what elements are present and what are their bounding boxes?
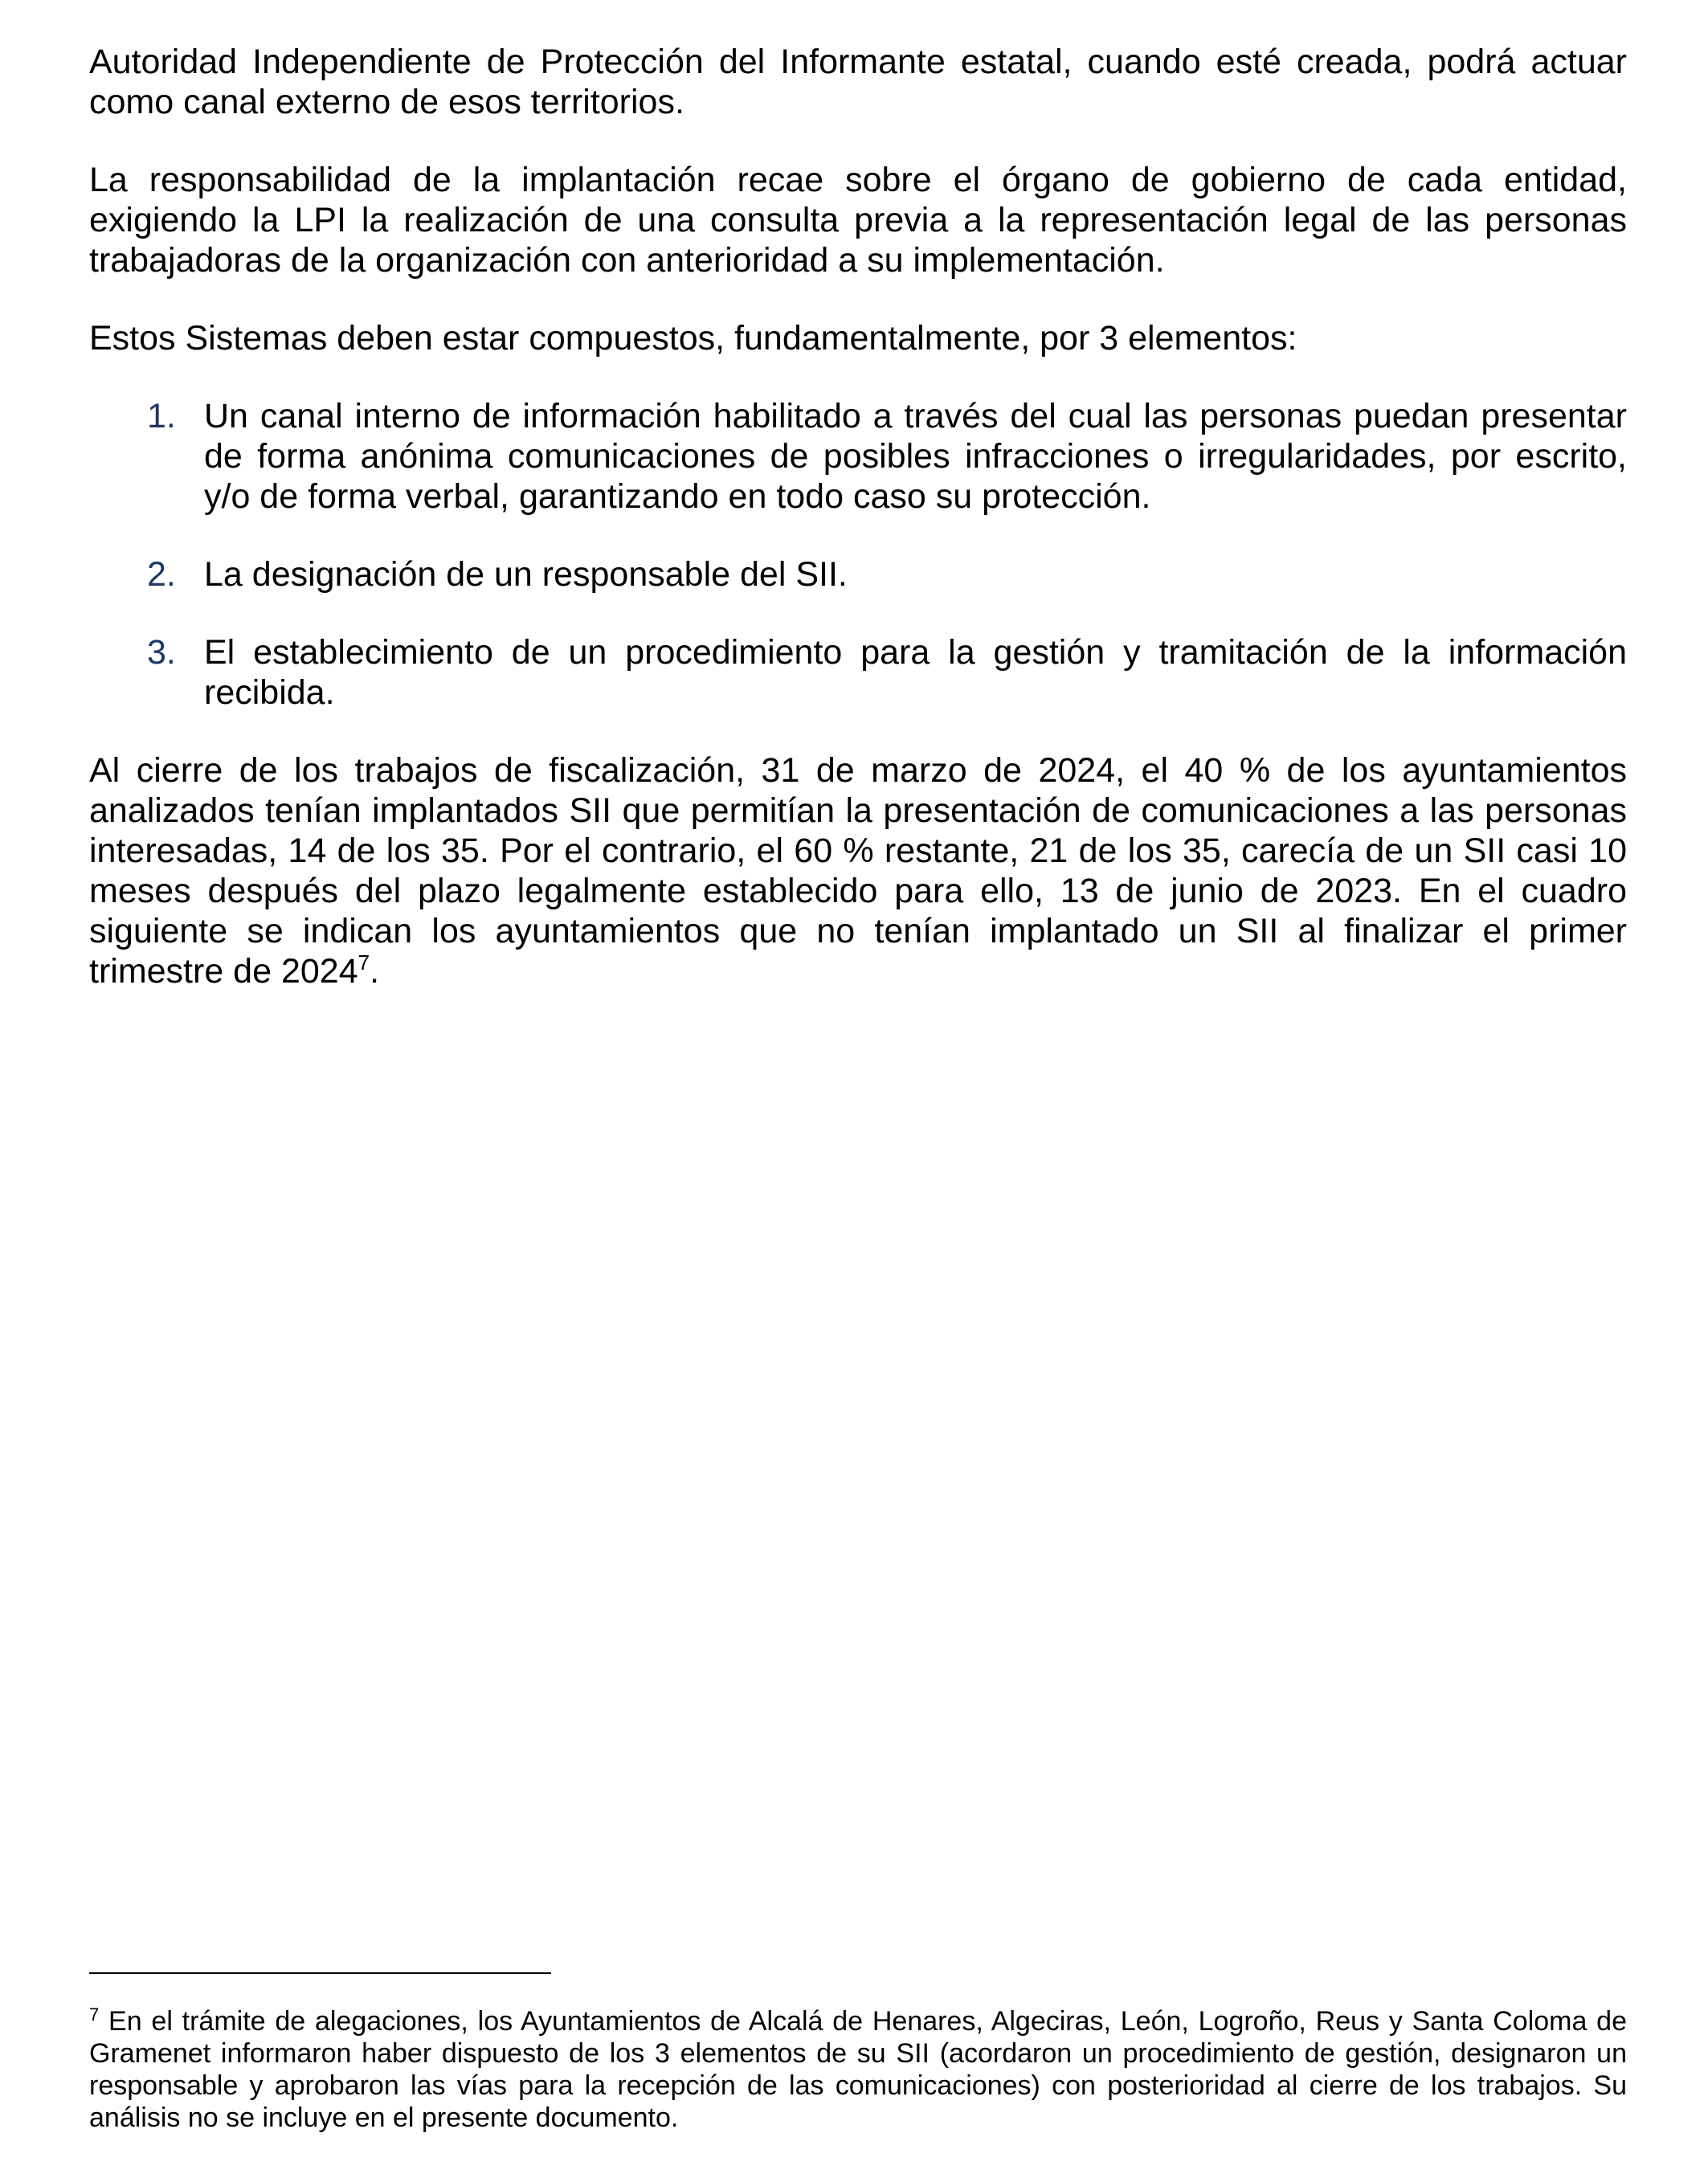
list-item-text: La designación de un responsable del SII. xyxy=(204,555,848,594)
list-item-text: Un canal interno de información habilitado a través del cual las personas puedan presentar de forma anónima comunicaciones de posibles infracciones o irregularidades, por escrito, y/o de forma verbal, garantizando en todo caso su protección. xyxy=(204,397,1627,516)
document-body xyxy=(89,42,1627,1029)
list-item-number: 1. xyxy=(147,397,176,435)
paragraph-responsabilidad: La responsabilidad de la implantación recae sobre el órgano de gobierno de cada entidad, exigiendo la LPI la realización de una consulta previa a la representación legal de las personas trabajadoras de la organización con anterioridad a su implementación. xyxy=(89,161,1627,280)
footnote-reference[interactable]: 7 xyxy=(358,950,370,975)
paragraph-cierre-text: Al cierre de los trabajos de fiscalización, 31 de marzo de 2024, el 40 % de los ayuntamientos analizados tenían implantados SII que permitían la presentación de comunicaciones a las personas interesadas, 14 de los 35. Por el contrario, el 60 % restante, 21 de los 35, carecía de un SII casi 10 meses después del plazo legalmente establecido para ello, 13 de junio de 2023. En el cuadro siguiente se indican los ayuntamientos que no tenían implantado un SII al finalizar el primer trimestre de 2024 xyxy=(89,751,1627,991)
paragraph-cierre xyxy=(89,750,1627,991)
list-item xyxy=(89,554,1627,595)
paragraph-autoridad: Autoridad Independiente de Protección del Informante estatal, cuando esté creada, podrá actuar como canal externo de esos territorios. xyxy=(89,43,1627,121)
paragraph-cierre-end: . xyxy=(370,952,380,991)
footnote-separator xyxy=(89,1972,551,1974)
list-item xyxy=(89,632,1627,713)
list-item-number: 2. xyxy=(147,555,176,594)
paragraph-sistemas-intro: Estos Sistemas deben estar compuestos, fundamentalmente, por 3 elementos: xyxy=(89,319,1297,358)
footnote-text: En el trámite de alegaciones, los Ayuntamientos de Alcalá de Henares, Algeciras, León, Logroño, Reus y Santa Coloma de Gramenet informaron haber dispuesto de los 3 elementos de su SII (acordaron un procedimiento de gestión, designaron un responsable y aprobaron las vías para la recepción de las comunicaciones) con posterioridad al cierre de los trabajos. Su análisis no se incluye en el presente documento. xyxy=(89,2006,1627,2133)
list-item-text: El establecimiento de un procedimiento para la gestión y tramitación de la información recibida. xyxy=(204,633,1627,712)
elements-list xyxy=(89,396,1627,713)
footnote-marker: 7 xyxy=(89,2004,100,2025)
list-item xyxy=(89,396,1627,517)
list-item-number: 3. xyxy=(147,633,176,672)
footnote xyxy=(89,2005,1627,2134)
